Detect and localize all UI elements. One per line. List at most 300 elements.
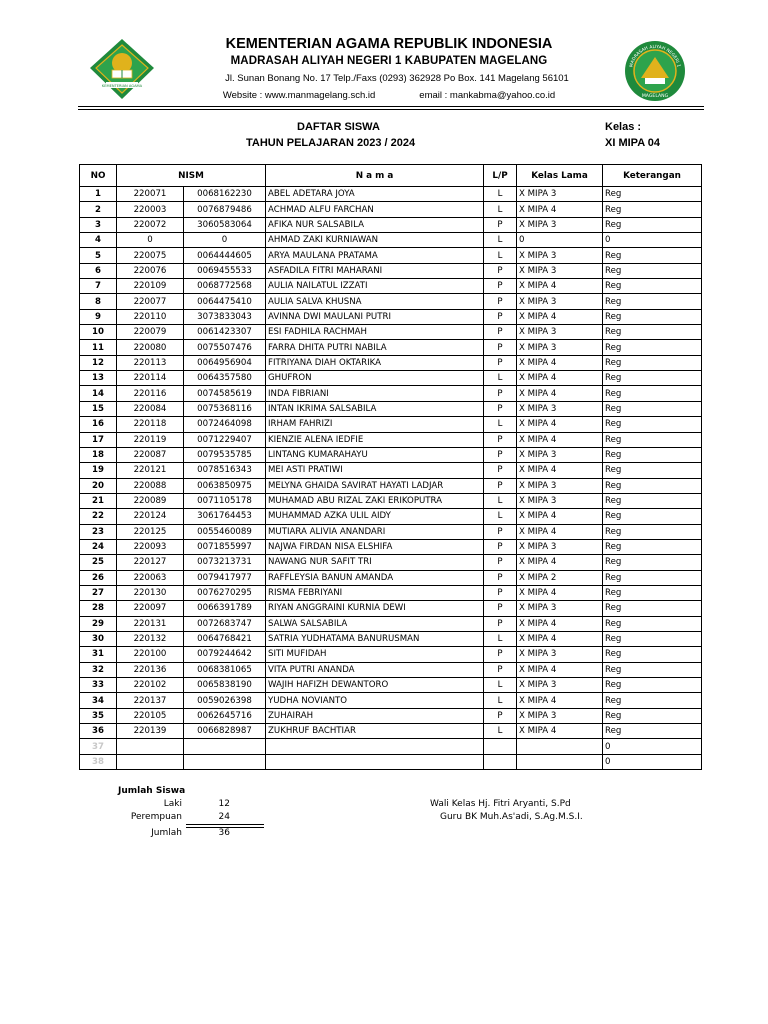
cell-no: 22 bbox=[80, 509, 117, 524]
cell-keterangan: Reg bbox=[603, 478, 702, 493]
cell-lp: P bbox=[484, 294, 517, 309]
cell-lp: L bbox=[484, 693, 517, 708]
cell-nama bbox=[266, 739, 484, 754]
header-nama: N a m a bbox=[266, 165, 484, 187]
cell-lp: P bbox=[484, 616, 517, 631]
cell-keterangan: Reg bbox=[603, 386, 702, 401]
header-rule-thick bbox=[78, 106, 704, 107]
cell-keterangan: Reg bbox=[603, 616, 702, 631]
cell-no: 32 bbox=[80, 662, 117, 677]
cell-nama: GHUFRON bbox=[266, 371, 484, 386]
cell-nis: 220075 bbox=[117, 248, 184, 263]
cell-nis: 220132 bbox=[117, 631, 184, 646]
cell-keterangan: Reg bbox=[603, 309, 702, 324]
cell-nis: 0 bbox=[117, 233, 184, 248]
cell-nama: ZUHAIRAH bbox=[266, 708, 484, 723]
cell-lp: L bbox=[484, 678, 517, 693]
cell-keterangan: Reg bbox=[603, 693, 702, 708]
cell-nama: SALWA SALSABILA bbox=[266, 616, 484, 631]
cell-nism: 0075507476 bbox=[184, 340, 266, 355]
cell-nis: 220087 bbox=[117, 447, 184, 462]
cell-kelas-lama: X MIPA 4 bbox=[517, 279, 603, 294]
email: email : mankabma@yahoo.co.id bbox=[419, 90, 556, 101]
cell-lp: P bbox=[484, 570, 517, 585]
cell-lp: P bbox=[484, 386, 517, 401]
cell-nism: 0061423307 bbox=[184, 325, 266, 340]
cell-no: 37 bbox=[80, 739, 117, 754]
cell-kelas-lama: X MIPA 4 bbox=[517, 724, 603, 739]
cell-lp: P bbox=[484, 662, 517, 677]
wali-kelas: Wali Kelas Hj. Fitri Aryanti, S.Pd bbox=[430, 799, 571, 809]
cell-lp: L bbox=[484, 631, 517, 646]
cell-nama: INDA FIBRIANI bbox=[266, 386, 484, 401]
table-row bbox=[80, 294, 702, 309]
cell-nism: 0064956904 bbox=[184, 355, 266, 370]
cell-nism: 0069455533 bbox=[184, 263, 266, 278]
cell-nism: 0068381065 bbox=[184, 662, 266, 677]
cell-keterangan: Reg bbox=[603, 570, 702, 585]
cell-lp: L bbox=[484, 509, 517, 524]
table-row bbox=[80, 309, 702, 324]
cell-keterangan: Reg bbox=[603, 340, 702, 355]
cell-kelas-lama: X MIPA 3 bbox=[517, 708, 603, 723]
cell-lp: P bbox=[484, 585, 517, 600]
summary-rule-1 bbox=[186, 824, 264, 825]
cell-kelas-lama: X MIPA 4 bbox=[517, 693, 603, 708]
cell-keterangan: Reg bbox=[603, 555, 702, 570]
cell-no: 14 bbox=[80, 386, 117, 401]
table-row bbox=[80, 263, 702, 278]
cell-nama: VITA PUTRI ANANDA bbox=[266, 662, 484, 677]
cell-nism: 0079417977 bbox=[184, 570, 266, 585]
cell-lp: P bbox=[484, 279, 517, 294]
cell-no: 11 bbox=[80, 340, 117, 355]
cell-keterangan: Reg bbox=[603, 631, 702, 646]
cell-lp bbox=[484, 754, 517, 769]
cell-nama: AFIKA NUR SALSABILA bbox=[266, 217, 484, 232]
cell-no: 2 bbox=[80, 202, 117, 217]
cell-lp: P bbox=[484, 555, 517, 570]
cell-no: 6 bbox=[80, 263, 117, 278]
cell-no: 7 bbox=[80, 279, 117, 294]
table-row bbox=[80, 447, 702, 462]
cell-no: 28 bbox=[80, 601, 117, 616]
table-row bbox=[80, 585, 702, 600]
summary-heading: Jumlah Siswa bbox=[118, 786, 186, 796]
cell-nism: 0071855997 bbox=[184, 539, 266, 554]
cell-nis: 220119 bbox=[117, 432, 184, 447]
table-row bbox=[80, 355, 702, 370]
cell-no: 20 bbox=[80, 478, 117, 493]
cell-no: 35 bbox=[80, 708, 117, 723]
cell-kelas-lama: X MIPA 3 bbox=[517, 263, 603, 278]
cell-nis: 220137 bbox=[117, 693, 184, 708]
cell-nis: 220100 bbox=[117, 647, 184, 662]
cell-nis: 220097 bbox=[117, 601, 184, 616]
cell-kelas-lama: X MIPA 3 bbox=[517, 401, 603, 416]
cell-nis: 220113 bbox=[117, 355, 184, 370]
cell-nis: 220109 bbox=[117, 279, 184, 294]
cell-keterangan: Reg bbox=[603, 463, 702, 478]
cell-no: 10 bbox=[80, 325, 117, 340]
cell-lp: P bbox=[484, 647, 517, 662]
cell-no: 16 bbox=[80, 417, 117, 432]
cell-nism: 0079535785 bbox=[184, 447, 266, 462]
cell-keterangan: Reg bbox=[603, 493, 702, 508]
table-row bbox=[80, 187, 702, 202]
academic-year: TAHUN PELAJARAN 2023 / 2024 bbox=[246, 137, 416, 149]
perempuan-value: 24 bbox=[218, 812, 230, 822]
table-row bbox=[80, 478, 702, 493]
table-row bbox=[80, 570, 702, 585]
table-row bbox=[80, 493, 702, 508]
cell-nama: MUHAMMAD AZKA ULIL AIDY bbox=[266, 509, 484, 524]
cell-nama: AULIA NAILATUL IZZATI bbox=[266, 279, 484, 294]
cell-nism: 0071229407 bbox=[184, 432, 266, 447]
cell-keterangan: Reg bbox=[603, 355, 702, 370]
header-kelas-lama: Kelas Lama bbox=[517, 165, 603, 187]
cell-nama: RIYAN ANGGRAINI KURNIA DEWI bbox=[266, 601, 484, 616]
cell-nama bbox=[266, 754, 484, 769]
cell-nama: ZUKHRUF BACHTIAR bbox=[266, 724, 484, 739]
cell-nism: 0063850975 bbox=[184, 478, 266, 493]
cell-lp: P bbox=[484, 325, 517, 340]
cell-no: 24 bbox=[80, 539, 117, 554]
cell-nama: AULIA SALVA KHUSNA bbox=[266, 294, 484, 309]
header-nism: NISM bbox=[117, 165, 266, 187]
cell-no: 9 bbox=[80, 309, 117, 324]
cell-nama: ARYA MAULANA PRATAMA bbox=[266, 248, 484, 263]
cell-nism bbox=[184, 739, 266, 754]
cell-nis: 220076 bbox=[117, 263, 184, 278]
table-row bbox=[80, 555, 702, 570]
cell-nis: 220125 bbox=[117, 524, 184, 539]
cell-nama: LINTANG KUMARAHAYU bbox=[266, 447, 484, 462]
cell-nama: AVINNA DWI MAULANI PUTRI bbox=[266, 309, 484, 324]
cell-no: 31 bbox=[80, 647, 117, 662]
cell-no: 25 bbox=[80, 555, 117, 570]
madrasah-logo-caption-top: MADRASAH ALIYAH NEGERI 1 bbox=[629, 44, 681, 68]
jumlah-label: Jumlah bbox=[151, 828, 182, 838]
cell-nism: 0055460089 bbox=[184, 524, 266, 539]
header-no: NO bbox=[80, 165, 117, 187]
cell-nism: 0062645716 bbox=[184, 708, 266, 723]
cell-keterangan: Reg bbox=[603, 509, 702, 524]
cell-nism: 0065838190 bbox=[184, 678, 266, 693]
cell-lp: P bbox=[484, 447, 517, 462]
cell-keterangan: Reg bbox=[603, 217, 702, 232]
table-row bbox=[80, 233, 702, 248]
guru-bk: Guru BK Muh.As'adi, S.Ag.M.S.I. bbox=[440, 812, 583, 822]
table-row bbox=[80, 386, 702, 401]
cell-lp: P bbox=[484, 340, 517, 355]
cell-nism: 0075368116 bbox=[184, 401, 266, 416]
cell-no: 27 bbox=[80, 585, 117, 600]
cell-kelas-lama: X MIPA 4 bbox=[517, 202, 603, 217]
cell-kelas-lama: X MIPA 4 bbox=[517, 309, 603, 324]
cell-nis: 220127 bbox=[117, 555, 184, 570]
cell-nis: 220088 bbox=[117, 478, 184, 493]
cell-kelas-lama: X MIPA 3 bbox=[517, 447, 603, 462]
header-lp: L/P bbox=[484, 165, 517, 187]
cell-nis: 220093 bbox=[117, 539, 184, 554]
cell-no: 21 bbox=[80, 493, 117, 508]
cell-kelas-lama: X MIPA 4 bbox=[517, 417, 603, 432]
cell-kelas-lama: X MIPA 4 bbox=[517, 371, 603, 386]
madrasah-logo-caption-bottom: MAGELANG bbox=[641, 94, 669, 99]
cell-nis bbox=[117, 739, 184, 754]
website: Website : www.manmagelang.sch.id bbox=[222, 90, 376, 101]
cell-nama: WAJIH HAFIZH DEWANTORO bbox=[266, 678, 484, 693]
table-row bbox=[80, 417, 702, 432]
cell-nama: AHMAD ZAKI KURNIAWAN bbox=[266, 233, 484, 248]
cell-kelas-lama: X MIPA 3 bbox=[517, 478, 603, 493]
cell-nism: 0068772568 bbox=[184, 279, 266, 294]
cell-lp: P bbox=[484, 539, 517, 554]
cell-keterangan: Reg bbox=[603, 524, 702, 539]
cell-nis: 220003 bbox=[117, 202, 184, 217]
cell-no: 15 bbox=[80, 401, 117, 416]
cell-kelas-lama: X MIPA 4 bbox=[517, 616, 603, 631]
cell-lp: L bbox=[484, 202, 517, 217]
cell-keterangan: Reg bbox=[603, 647, 702, 662]
cell-nis: 220072 bbox=[117, 217, 184, 232]
table-row bbox=[80, 601, 702, 616]
cell-keterangan: Reg bbox=[603, 187, 702, 202]
cell-nism: 0068162230 bbox=[184, 187, 266, 202]
cell-no: 17 bbox=[80, 432, 117, 447]
cell-keterangan: Reg bbox=[603, 585, 702, 600]
cell-nis: 220136 bbox=[117, 662, 184, 677]
cell-nama: SITI MUFIDAH bbox=[266, 647, 484, 662]
cell-nis: 220118 bbox=[117, 417, 184, 432]
cell-no: 3 bbox=[80, 217, 117, 232]
cell-keterangan: Reg bbox=[603, 601, 702, 616]
cell-nism: 0064357580 bbox=[184, 371, 266, 386]
table-row bbox=[80, 708, 702, 723]
class-value: XI MIPA 04 bbox=[605, 137, 661, 149]
cell-nism: 3060583064 bbox=[184, 217, 266, 232]
cell-keterangan: Reg bbox=[603, 417, 702, 432]
cell-nama: IRHAM FAHRIZI bbox=[266, 417, 484, 432]
cell-lp: P bbox=[484, 217, 517, 232]
cell-nism: 0079244642 bbox=[184, 647, 266, 662]
cell-nis: 220084 bbox=[117, 401, 184, 416]
ministry-title: KEMENTERIAN AGAMA REPUBLIK INDONESIA bbox=[225, 36, 553, 52]
cell-nis: 220089 bbox=[117, 493, 184, 508]
cell-no: 26 bbox=[80, 570, 117, 585]
cell-nism: 3073833043 bbox=[184, 309, 266, 324]
cell-kelas-lama bbox=[517, 739, 603, 754]
cell-kelas-lama: X MIPA 3 bbox=[517, 187, 603, 202]
cell-keterangan: Reg bbox=[603, 432, 702, 447]
document-title: DAFTAR SISWA bbox=[297, 121, 380, 133]
cell-no: 36 bbox=[80, 724, 117, 739]
cell-kelas-lama: X MIPA 4 bbox=[517, 386, 603, 401]
table-row bbox=[80, 693, 702, 708]
cell-kelas-lama: X MIPA 4 bbox=[517, 555, 603, 570]
cell-no: 19 bbox=[80, 463, 117, 478]
cell-keterangan: Reg bbox=[603, 371, 702, 386]
cell-keterangan: Reg bbox=[603, 294, 702, 309]
cell-nama: ESI FADHILA RACHMAH bbox=[266, 325, 484, 340]
cell-lp: P bbox=[484, 263, 517, 278]
cell-kelas-lama: X MIPA 4 bbox=[517, 524, 603, 539]
cell-no: 18 bbox=[80, 447, 117, 462]
cell-keterangan: Reg bbox=[603, 401, 702, 416]
cell-kelas-lama: X MIPA 3 bbox=[517, 248, 603, 263]
cell-lp: L bbox=[484, 233, 517, 248]
student-table bbox=[79, 164, 702, 770]
table-row bbox=[80, 432, 702, 447]
table-row bbox=[80, 202, 702, 217]
table-row bbox=[80, 647, 702, 662]
cell-nis: 220116 bbox=[117, 386, 184, 401]
cell-lp: P bbox=[484, 309, 517, 324]
table-row bbox=[80, 662, 702, 677]
cell-nism: 0071105178 bbox=[184, 493, 266, 508]
cell-no: 4 bbox=[80, 233, 117, 248]
cell-nama: MUHAMAD ABU RIZAL ZAKI ERIKOPUTRA bbox=[266, 493, 484, 508]
cell-no: 1 bbox=[80, 187, 117, 202]
table-row bbox=[80, 524, 702, 539]
cell-no: 13 bbox=[80, 371, 117, 386]
cell-nama: MELYNA GHAIDA SAVIRAT HAYATI LADJAR bbox=[266, 478, 484, 493]
cell-nism: 0059026398 bbox=[184, 693, 266, 708]
cell-lp: P bbox=[484, 355, 517, 370]
school-name: MADRASAH ALIYAH NEGERI 1 KABUPATEN MAGELANG bbox=[230, 55, 548, 67]
cell-nama: RISMA FEBRIYANI bbox=[266, 585, 484, 600]
cell-lp: P bbox=[484, 524, 517, 539]
cell-kelas-lama: X MIPA 4 bbox=[517, 631, 603, 646]
table-header-row bbox=[80, 165, 702, 187]
cell-kelas-lama: X MIPA 3 bbox=[517, 647, 603, 662]
cell-kelas-lama: X MIPA 4 bbox=[517, 432, 603, 447]
cell-keterangan: Reg bbox=[603, 202, 702, 217]
table-row bbox=[80, 616, 702, 631]
cell-nama: KIENZIE ALENA IEDFIE bbox=[266, 432, 484, 447]
table-row bbox=[80, 371, 702, 386]
cell-nis: 220114 bbox=[117, 371, 184, 386]
cell-nama: NAWANG NUR SAFIT TRI bbox=[266, 555, 484, 570]
table-row bbox=[80, 631, 702, 646]
cell-nama: NAJWA FIRDAN NISA ELSHIFA bbox=[266, 539, 484, 554]
cell-keterangan: Reg bbox=[603, 263, 702, 278]
table-row bbox=[80, 754, 702, 769]
cell-kelas-lama: X MIPA 3 bbox=[517, 294, 603, 309]
cell-no: 34 bbox=[80, 693, 117, 708]
cell-lp: L bbox=[484, 724, 517, 739]
cell-nism: 0066828987 bbox=[184, 724, 266, 739]
cell-no: 33 bbox=[80, 678, 117, 693]
cell-kelas-lama bbox=[517, 754, 603, 769]
table-row bbox=[80, 724, 702, 739]
cell-lp: L bbox=[484, 493, 517, 508]
cell-lp: P bbox=[484, 401, 517, 416]
cell-nis: 220077 bbox=[117, 294, 184, 309]
cell-nama: MEI ASTI PRATIWI bbox=[266, 463, 484, 478]
cell-kelas-lama: X MIPA 4 bbox=[517, 355, 603, 370]
cell-lp: L bbox=[484, 371, 517, 386]
cell-kelas-lama: 0 bbox=[517, 233, 603, 248]
cell-nama: SATRIA YUDHATAMA BANURUSMAN bbox=[266, 631, 484, 646]
cell-kelas-lama: X MIPA 3 bbox=[517, 678, 603, 693]
cell-keterangan: Reg bbox=[603, 325, 702, 340]
cell-nism: 0066391789 bbox=[184, 601, 266, 616]
cell-keterangan: Reg bbox=[603, 724, 702, 739]
table-row bbox=[80, 279, 702, 294]
cell-keterangan: Reg bbox=[603, 279, 702, 294]
cell-kelas-lama: X MIPA 3 bbox=[517, 325, 603, 340]
table-row bbox=[80, 539, 702, 554]
cell-nama: FARRA DHITA PUTRI NABILA bbox=[266, 340, 484, 355]
kemenag-logo-caption: KEMENTERIAN AGAMA bbox=[101, 83, 143, 88]
school-address: Jl. Sunan Bonang No. 17 Telp./Faxs (0293) 362928 Po Box. 141 Magelang 56101 bbox=[225, 73, 569, 84]
table-row bbox=[80, 340, 702, 355]
cell-kelas-lama: X MIPA 4 bbox=[517, 585, 603, 600]
cell-nism: 0078516343 bbox=[184, 463, 266, 478]
cell-nama: YUDHA NOVIANTO bbox=[266, 693, 484, 708]
jumlah-value: 36 bbox=[218, 828, 230, 838]
cell-nis: 220079 bbox=[117, 325, 184, 340]
cell-keterangan: Reg bbox=[603, 708, 702, 723]
cell-lp: P bbox=[484, 478, 517, 493]
cell-nis: 220063 bbox=[117, 570, 184, 585]
cell-no: 30 bbox=[80, 631, 117, 646]
cell-nama: ACHMAD ALFU FARCHAN bbox=[266, 202, 484, 217]
cell-keterangan: Reg bbox=[603, 447, 702, 462]
perempuan-label: Perempuan bbox=[130, 812, 182, 822]
table-row bbox=[80, 509, 702, 524]
table-row bbox=[80, 463, 702, 478]
cell-keterangan: Reg bbox=[603, 248, 702, 263]
cell-nis: 220139 bbox=[117, 724, 184, 739]
cell-keterangan: Reg bbox=[603, 678, 702, 693]
cell-nama: MUTIARA ALIVIA ANANDARI bbox=[266, 524, 484, 539]
cell-no: 8 bbox=[80, 294, 117, 309]
cell-no: 23 bbox=[80, 524, 117, 539]
cell-nama: ABEL ADETARA JOYA bbox=[266, 187, 484, 202]
cell-nama: FITRIYANA DIAH OKTARIKA bbox=[266, 355, 484, 370]
cell-keterangan: 0 bbox=[603, 233, 702, 248]
cell-nis: 220080 bbox=[117, 340, 184, 355]
cell-nis: 220130 bbox=[117, 585, 184, 600]
cell-lp: P bbox=[484, 601, 517, 616]
class-label: Kelas : bbox=[605, 121, 642, 133]
cell-nism: 3061764453 bbox=[184, 509, 266, 524]
cell-kelas-lama: X MIPA 3 bbox=[517, 493, 603, 508]
cell-nama: INTAN IKRIMA SALSABILA bbox=[266, 401, 484, 416]
cell-lp: P bbox=[484, 432, 517, 447]
cell-nis: 220121 bbox=[117, 463, 184, 478]
cell-nism: 0072464098 bbox=[184, 417, 266, 432]
cell-nis bbox=[117, 754, 184, 769]
cell-kelas-lama: X MIPA 4 bbox=[517, 662, 603, 677]
cell-nis: 220131 bbox=[117, 616, 184, 631]
cell-nism: 0 bbox=[184, 233, 266, 248]
cell-nism: 0074585619 bbox=[184, 386, 266, 401]
header-rule-thin bbox=[78, 109, 704, 110]
cell-nis: 220071 bbox=[117, 187, 184, 202]
cell-nis: 220105 bbox=[117, 708, 184, 723]
table-row bbox=[80, 739, 702, 754]
cell-keterangan: Reg bbox=[603, 662, 702, 677]
cell-nism: 0064444605 bbox=[184, 248, 266, 263]
cell-nis: 220110 bbox=[117, 309, 184, 324]
cell-keterangan: Reg bbox=[603, 539, 702, 554]
cell-nism: 0064475410 bbox=[184, 294, 266, 309]
table-row bbox=[80, 401, 702, 416]
